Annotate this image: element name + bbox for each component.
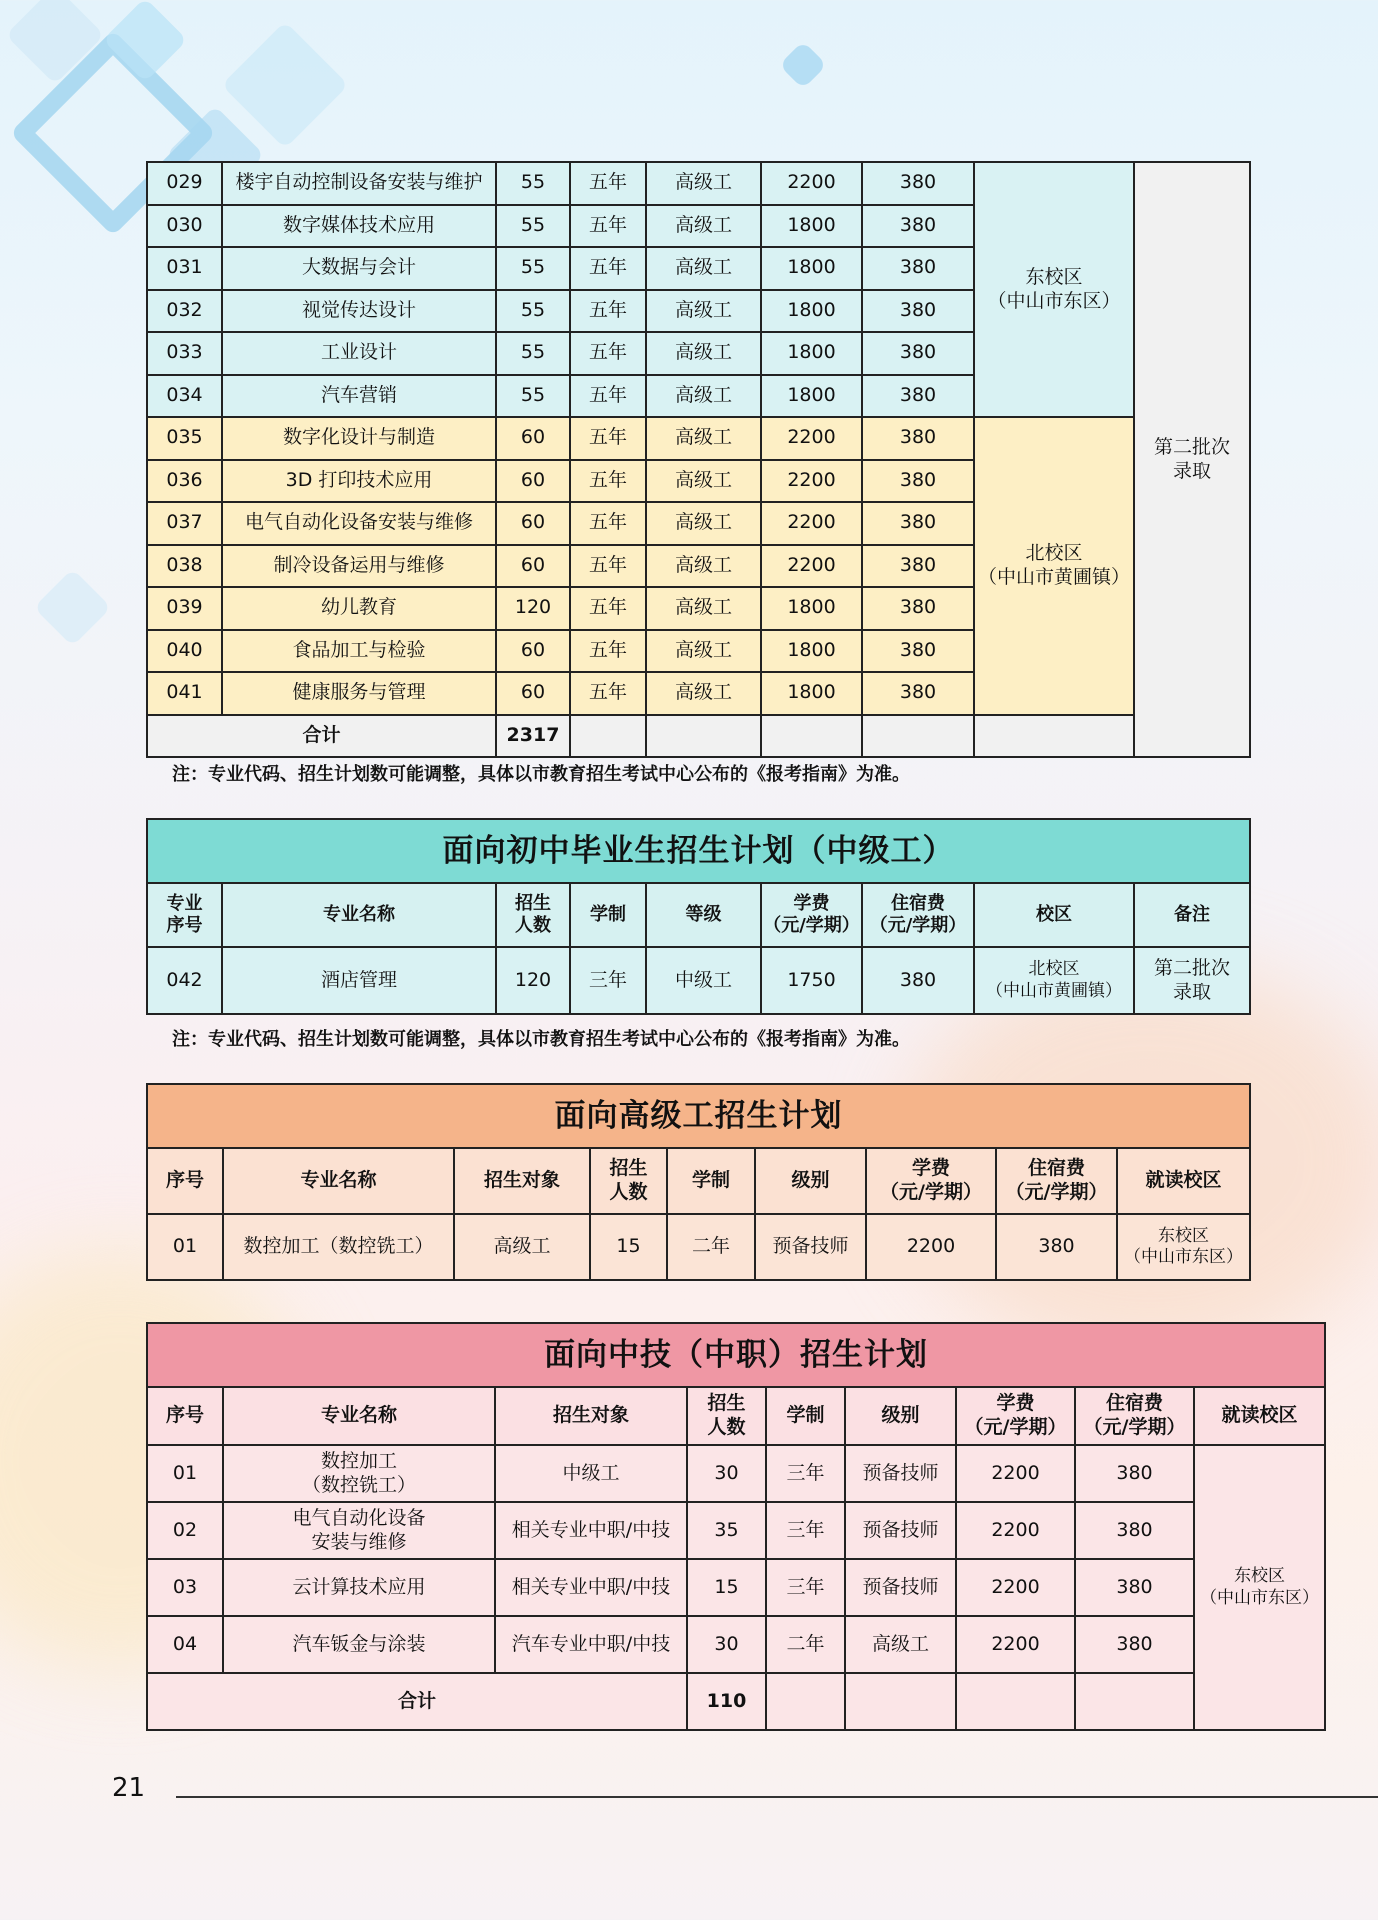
campus-cell-east: 东校区 （中山市东区） — [974, 162, 1134, 417]
total-row — [147, 715, 1250, 758]
cell-dorm: 380 — [862, 460, 974, 503]
cell-count: 60 — [496, 502, 570, 545]
page-number: 21 — [112, 1773, 146, 1803]
cell-level: 高级工 — [646, 672, 761, 715]
cell-years: 五年 — [570, 630, 646, 673]
cell-dorm: 380 — [862, 587, 974, 630]
cell-name: 汽车营销 — [222, 375, 496, 418]
header-tuition: 学费 （元/学期） — [761, 883, 862, 947]
total-value: 110 — [687, 1673, 766, 1730]
cell-dorm: 380 — [862, 205, 974, 248]
cell-years: 五年 — [570, 460, 646, 503]
cell-dorm: 380 — [862, 545, 974, 588]
table-row: 02 电气自动化设备 安装与维修 相关专业中职/中技 35 三年 预备技师 2200 380 — [147, 1502, 1325, 1559]
cell-level: 高级工 — [646, 332, 761, 375]
cell-code: 034 — [147, 375, 222, 418]
senior-worker-enrollment-table: 面向高级工招生计划 序号 专业名称 招生对象 招生 人数 学制 级别 学费 （元/学期） 住宿费 （元/学期） 就读校区 01 数控加工（数控铣工） 高级工 15 二年 预备技师 2200 380 东校区 （中山市东区） — [146, 1083, 1251, 1281]
header-name: 专业名称 — [222, 883, 496, 947]
cell-years: 五年 — [570, 205, 646, 248]
cell-years: 五年 — [570, 672, 646, 715]
note-text: 注：专业代码、招生计划数可能调整，具体以市教育招生考试中心公布的《报考指南》为准。 — [172, 1029, 910, 1050]
cell-name: 3D 打印技术应用 — [222, 460, 496, 503]
cell-level: 高级工 — [646, 162, 761, 205]
cell-name: 工业设计 — [222, 332, 496, 375]
cell-dorm: 380 — [862, 162, 974, 205]
cell-tuition: 2200 — [761, 162, 862, 205]
cell-tuition: 1800 — [761, 587, 862, 630]
cell-count: 60 — [496, 460, 570, 503]
cell-dorm: 380 — [862, 332, 974, 375]
junior-high-enrollment-table — [146, 818, 1251, 1015]
cell-code: 040 — [147, 630, 222, 673]
cell-name: 电气自动化设备安装与维修 — [222, 502, 496, 545]
header-campus: 校区 — [974, 883, 1134, 947]
cell-tuition: 2200 — [761, 502, 862, 545]
cell-years: 五年 — [570, 247, 646, 290]
cell-code: 029 — [147, 162, 222, 205]
cell-count: 55 — [496, 205, 570, 248]
cell-dorm: 380 — [862, 290, 974, 333]
cell-count: 60 — [496, 672, 570, 715]
cell-count: 60 — [496, 630, 570, 673]
cell-name: 视觉传达设计 — [222, 290, 496, 333]
cell-level: 高级工 — [646, 502, 761, 545]
cell-level: 高级工 — [646, 545, 761, 588]
cell-code: 036 — [147, 460, 222, 503]
cell-tuition: 1800 — [761, 672, 862, 715]
cell-count: 55 — [496, 332, 570, 375]
table-row: 04 汽车钣金与涂装 汽车专业中职/中技 30 二年 高级工 2200 380 — [147, 1616, 1325, 1673]
cell-level: 高级工 — [646, 247, 761, 290]
table-title: 面向高级工招生计划 — [147, 1084, 1250, 1148]
header-dorm: 住宿费 （元/学期） — [862, 883, 974, 947]
campus-cell: 北校区 （中山市黄圃镇） — [974, 947, 1134, 1014]
campus-cell-north: 北校区 （中山市黄圃镇） — [974, 417, 1134, 715]
campus-cell: 东校区 （中山市东区） — [1194, 1445, 1325, 1730]
remark-cell: 第二批次 录取 — [1134, 947, 1250, 1014]
cell-name: 食品加工与检验 — [222, 630, 496, 673]
cell-name: 楼宇自动控制设备安装与维护 — [222, 162, 496, 205]
cell-name: 制冷设备运用与维修 — [222, 545, 496, 588]
header-level: 等级 — [646, 883, 761, 947]
total-value: 2317 — [496, 715, 570, 758]
cell-code: 030 — [147, 205, 222, 248]
cell-years: 五年 — [570, 417, 646, 460]
table-row: 03 云计算技术应用 相关专业中职/中技 15 三年 预备技师 2200 380 — [147, 1559, 1325, 1616]
cell-tuition: 1800 — [761, 205, 862, 248]
cell-tuition: 1800 — [761, 630, 862, 673]
cell-name: 数字化设计与制造 — [222, 417, 496, 460]
header-years: 学制 — [570, 883, 646, 947]
enrollment-table-continued — [146, 161, 1251, 758]
cell-level: 高级工 — [646, 205, 761, 248]
table-title: 面向初中毕业生招生计划（中级工） — [147, 819, 1250, 883]
header-remark: 备注 — [1134, 883, 1250, 947]
total-label: 合计 — [147, 1673, 687, 1730]
cell-count: 120 — [496, 587, 570, 630]
cell-dorm: 380 — [862, 247, 974, 290]
cell-tuition: 1800 — [761, 332, 862, 375]
cell-tuition: 1800 — [761, 247, 862, 290]
cell-years: 五年 — [570, 162, 646, 205]
cell-level: 高级工 — [646, 375, 761, 418]
cell-dorm: 380 — [862, 630, 974, 673]
cell-count: 60 — [496, 545, 570, 588]
remark-cell: 第二批次 录取 — [1134, 162, 1250, 757]
note-text: 注：专业代码、招生计划数可能调整，具体以市教育招生考试中心公布的《报考指南》为准。 — [172, 764, 910, 785]
cell-count: 55 — [496, 290, 570, 333]
decorative-diamond — [779, 41, 827, 89]
cell-name: 健康服务与管理 — [222, 672, 496, 715]
cell-years: 五年 — [570, 502, 646, 545]
decorative-diamond — [34, 569, 112, 647]
cell-years: 五年 — [570, 545, 646, 588]
cell-code: 032 — [147, 290, 222, 333]
cell-tuition: 2200 — [761, 460, 862, 503]
cell-name: 幼儿教育 — [222, 587, 496, 630]
cell-dorm: 380 — [862, 417, 974, 460]
cell-years: 五年 — [570, 587, 646, 630]
total-row — [147, 1673, 1325, 1730]
table-title: 面向中技（中职）招生计划 — [147, 1323, 1325, 1387]
cell-code: 035 — [147, 417, 222, 460]
cell-code: 039 — [147, 587, 222, 630]
cell-name: 数字媒体技术应用 — [222, 205, 496, 248]
cell-tuition: 1800 — [761, 375, 862, 418]
cell-dorm: 380 — [862, 375, 974, 418]
cell-count: 55 — [496, 375, 570, 418]
cell-code: 038 — [147, 545, 222, 588]
cell-level: 高级工 — [646, 290, 761, 333]
cell-tuition: 1800 — [761, 290, 862, 333]
campus-cell: 东校区 （中山市东区） — [1117, 1214, 1250, 1280]
cell-count: 55 — [496, 247, 570, 290]
cell-years: 五年 — [570, 290, 646, 333]
table-row: 01 数控加工（数控铣工） 高级工 15 二年 预备技师 2200 380 东校区 （中山市东区） — [147, 1214, 1250, 1280]
cell-level: 高级工 — [646, 417, 761, 460]
total-label: 合计 — [147, 715, 496, 758]
cell-name: 大数据与会计 — [222, 247, 496, 290]
cell-code: 033 — [147, 332, 222, 375]
cell-code: 041 — [147, 672, 222, 715]
cell-level: 高级工 — [646, 460, 761, 503]
cell-level: 高级工 — [646, 587, 761, 630]
footer-divider — [176, 1796, 1378, 1798]
cell-dorm: 380 — [862, 502, 974, 545]
cell-tuition: 2200 — [761, 545, 862, 588]
table-row: 042 酒店管理 120 三年 中级工 1750 380 北校区 （中山市黄圃镇） 第二批次 录取 — [147, 947, 1250, 1014]
cell-count: 60 — [496, 417, 570, 460]
cell-years: 五年 — [570, 332, 646, 375]
decorative-diamond — [221, 21, 348, 148]
table-row — [147, 162, 1250, 205]
cell-count: 55 — [496, 162, 570, 205]
header-count: 招生 人数 — [496, 883, 570, 947]
cell-code: 037 — [147, 502, 222, 545]
cell-level: 高级工 — [646, 630, 761, 673]
technical-school-enrollment-table: 面向中技（中职）招生计划 序号 专业名称 招生对象 招生 人数 学制 级别 学费 （元/学期） 住宿费 （元/学期） 就读校区 01 数控加工 （数控铣工） 中级工 30 三年 预备技师 2200 380 东校区 （中山市东区） 02 电气自动化设备 安装与维修 相关专业中职/中技 35 三年 预备技师 2200 380 03 云计算技术应用 相关专业中职/中技 15 三年 预备技师 2200 380 04 汽车钣金与涂装 汽车专业中职/中技 30 二年 高级工 2200 380 合计 110 — [146, 1322, 1326, 1731]
cell-tuition: 2200 — [761, 417, 862, 460]
cell-years: 五年 — [570, 375, 646, 418]
table-row — [147, 417, 1250, 460]
table-row: 01 数控加工 （数控铣工） 中级工 30 三年 预备技师 2200 380 东校区 （中山市东区） — [147, 1445, 1325, 1502]
cell-code: 031 — [147, 247, 222, 290]
header-code: 专业 序号 — [147, 883, 222, 947]
cell-dorm: 380 — [862, 672, 974, 715]
